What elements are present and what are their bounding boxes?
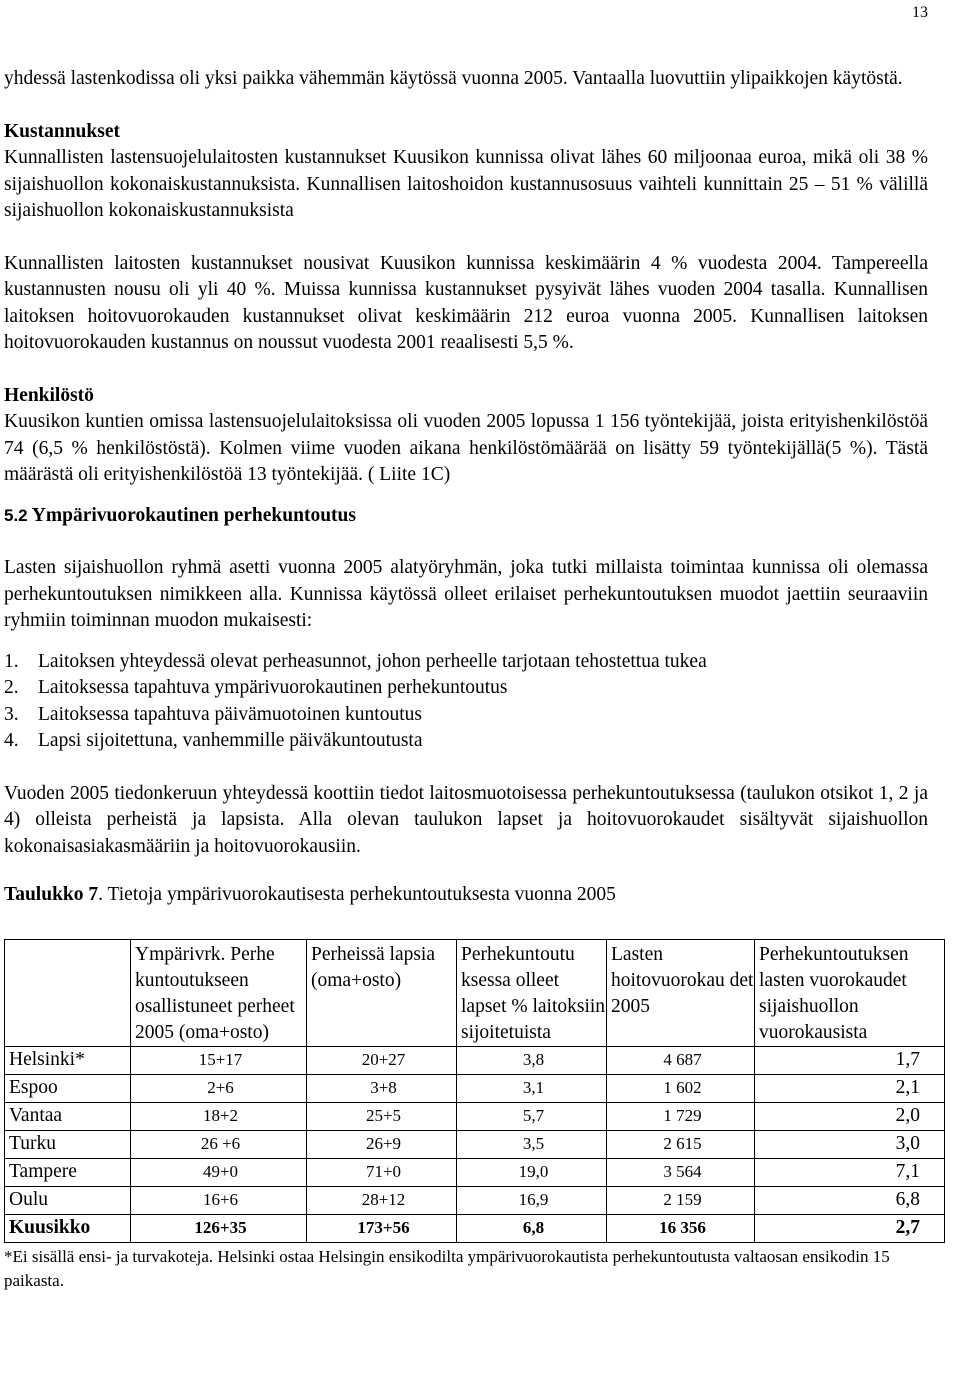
- cell-days: 2 159: [607, 1186, 755, 1214]
- list-number: 3.: [4, 703, 19, 725]
- section-title: Ympärivuorokautinen perhekuntoutus: [31, 504, 356, 526]
- document-body: [4, 66, 928, 1293]
- section-heading: [4, 503, 928, 530]
- cell-city: Vantaa: [5, 1102, 131, 1130]
- cell-pct: 5,7: [457, 1102, 607, 1130]
- section-paragraph-2: Vuoden 2005 tiedonkeruun yhteydessä koottiin tiedot laitosmuotoisessa perhekuntoutuksessa (taulukon otsikot 1, 2 ja 4) olleista perheistä ja lapsista. Alla olevan taulukon lapset ja hoitovuorokaudet sisältyvät sijaishuollon kokonaisasiakasmääriin ja hoitovuorokausiin.: [4, 782, 928, 857]
- header-cell: Perhekuntoutuksen lasten vuorokaudet sijaishuollon vuorokausista: [755, 939, 945, 1046]
- cell-pct: 3,8: [457, 1046, 607, 1074]
- list-text: Laitoksessa tapahtuva ympärivuorokautinen perhekuntoutus: [38, 677, 508, 698]
- header-cell: [5, 939, 131, 1046]
- table-row: [5, 1102, 945, 1130]
- cell-days: 16 356: [607, 1214, 755, 1242]
- list-item: [4, 702, 928, 729]
- table-header-row: [5, 939, 945, 1046]
- cell-children: 173+56: [307, 1214, 457, 1242]
- table-caption-label: Taulukko 7: [4, 884, 99, 905]
- table-row: [5, 1186, 945, 1214]
- cell-families: 18+2: [131, 1102, 307, 1130]
- cell-city: Espoo: [5, 1074, 131, 1102]
- intro-paragraph: yhdessä lastenkodissa oli yksi paikka vähemmän käytössä vuonna 2005. Vantaalla luovuttiin ylipaikkojen käytöstä.: [4, 68, 903, 89]
- forms-list: [4, 649, 928, 755]
- costs-paragraph-1: Kunnallisten lastensuojelulaitosten kustannukset Kuusikon kunnissa olivat lähes 60 miljoonaa euroa, mikä oli 38 % sijaishuollon kokonaiskustannuksista. Kunnallisen laitoshoidon kustannusosuus vaihteli kunnittain 25 – 51 % välillä sijaishuollon kokonaiskustannuksista: [4, 147, 928, 221]
- cell-city: Oulu: [5, 1186, 131, 1214]
- header-cell: Ympärivrk. Perhe kuntoutukseen osallistuneet perheet 2005 (oma+osto): [131, 939, 307, 1046]
- cell-children: 20+27: [307, 1046, 457, 1074]
- cell-pct: 19,0: [457, 1158, 607, 1186]
- list-number: 2.: [4, 677, 19, 698]
- cell-families: 126+35: [131, 1214, 307, 1242]
- cell-days: 4 687: [607, 1046, 755, 1074]
- table-footnote: *Ei sisällä ensi- ja turvakoteja. Helsinki ostaa Helsingin ensikodilta ympärivuorokautista perhekuntoutusta valtaosan ensikodin 15 paikasta.: [4, 1246, 890, 1290]
- cell-children: 25+5: [307, 1102, 457, 1130]
- cell-families: 15+17: [131, 1046, 307, 1074]
- table-row: [5, 1158, 945, 1186]
- cell-city: Kuusikko: [5, 1214, 131, 1242]
- cell-families: 26 +6: [131, 1130, 307, 1158]
- list-item: [4, 728, 928, 755]
- cell-pct: 16,9: [457, 1186, 607, 1214]
- table-row: [5, 1074, 945, 1102]
- cell-ratio: 2,0: [755, 1102, 945, 1130]
- staff-paragraph: Kuusikon kuntien omissa lastensuojelulaitoksissa oli vuoden 2005 lopussa 1 156 työntekijää, joista erityishenkilöstöä 74 (6,5 % henkilöstöstä). Kolmen viime vuoden aikana henkilöstömäärää on lisätty 59 työntekijällä(5 %). Tästä määrästä oli erityishenkilöstöä 13 työntekijää. ( Liite 1C): [4, 411, 928, 485]
- cell-pct: 3,5: [457, 1130, 607, 1158]
- cell-ratio: 7,1: [755, 1158, 945, 1186]
- cell-pct: 3,1: [457, 1074, 607, 1102]
- cell-children: 28+12: [307, 1186, 457, 1214]
- costs-paragraph-2: Kunnallisten laitosten kustannukset nousivat Kuusikon kunnissa keskimäärin 4 % vuodesta 2004. Tampereella kustannusten nousu oli yli 40 %. Muissa kunnissa kustannukset pysyivät lähes vuoden 2004 tasalla. Kunnallisen laitoksen hoitovuorokauden kustannukset olivat keskimäärin 212 euroa vuonna 2005. Kunnallisen laitoksen hoitovuorokauden kustannus on noussut vuodesta 2001 reaalisesti 5,5 %.: [4, 252, 928, 353]
- cell-days: 3 564: [607, 1158, 755, 1186]
- table-body: [5, 1046, 945, 1242]
- list-text: Laitoksen yhteydessä olevat perheasunnot, johon perheelle tarjotaan tehostettua tukea: [38, 650, 707, 672]
- cell-families: 2+6: [131, 1074, 307, 1102]
- header-cell: Lasten hoitovuorokau det 2005: [607, 939, 755, 1046]
- list-number: 1.: [4, 650, 19, 672]
- cell-ratio: 2,1: [755, 1074, 945, 1102]
- cell-city: Tampere: [5, 1158, 131, 1186]
- cell-families: 49+0: [131, 1158, 307, 1186]
- table-row: [5, 1046, 945, 1074]
- costs-heading: Kustannukset: [4, 120, 120, 142]
- cell-ratio: 2,7: [755, 1214, 945, 1242]
- page-number: 13: [912, 4, 928, 21]
- list-item: [4, 649, 928, 676]
- list-item: [4, 675, 928, 702]
- cell-children: 71+0: [307, 1158, 457, 1186]
- family-rehab-table: [4, 939, 945, 1243]
- cell-children: 26+9: [307, 1130, 457, 1158]
- list-text: Laitoksessa tapahtuva päivämuotoinen kuntoutus: [38, 703, 422, 725]
- table-caption: [4, 882, 928, 909]
- cell-ratio: 3,0: [755, 1130, 945, 1158]
- header-cell: Perhekuntoutu ksessa olleet lapset % laitoksiin sijoitetuista: [457, 939, 607, 1046]
- section-paragraph-1: Lasten sijaishuollon ryhmä asetti vuonna 2005 alatyöryhmän, joka tutki millaista toimintaa kunnissa oli olemassa perhekuntoutuksen nimikkeen alla. Kunnissa käytössä olleet erilaiset perhekuntoutuksen muodot jaettiin seuraaviin ryhmiin toiminnan muodon mukaisesti:: [4, 557, 928, 631]
- cell-ratio: 1,7: [755, 1046, 945, 1074]
- cell-ratio: 6,8: [755, 1186, 945, 1214]
- cell-city: Turku: [5, 1130, 131, 1158]
- cell-city: Helsinki*: [5, 1046, 131, 1074]
- cell-days: 1 729: [607, 1102, 755, 1130]
- staff-heading: Henkilöstö: [4, 384, 94, 406]
- table-row: [5, 1214, 945, 1242]
- cell-pct: 6,8: [457, 1214, 607, 1242]
- table-row: [5, 1130, 945, 1158]
- cell-days: 1 602: [607, 1074, 755, 1102]
- section-number: 5.2: [4, 505, 28, 525]
- cell-days: 2 615: [607, 1130, 755, 1158]
- table-caption-text: . Tietoja ympärivuorokautisesta perhekuntoutuksesta vuonna 2005: [98, 884, 616, 905]
- cell-families: 16+6: [131, 1186, 307, 1214]
- cell-children: 3+8: [307, 1074, 457, 1102]
- list-text: Lapsi sijoitettuna, vanhemmille päiväkuntoutusta: [38, 730, 423, 751]
- header-cell: Perheissä lapsia (oma+osto): [307, 939, 457, 1046]
- list-number: 4.: [4, 730, 19, 751]
